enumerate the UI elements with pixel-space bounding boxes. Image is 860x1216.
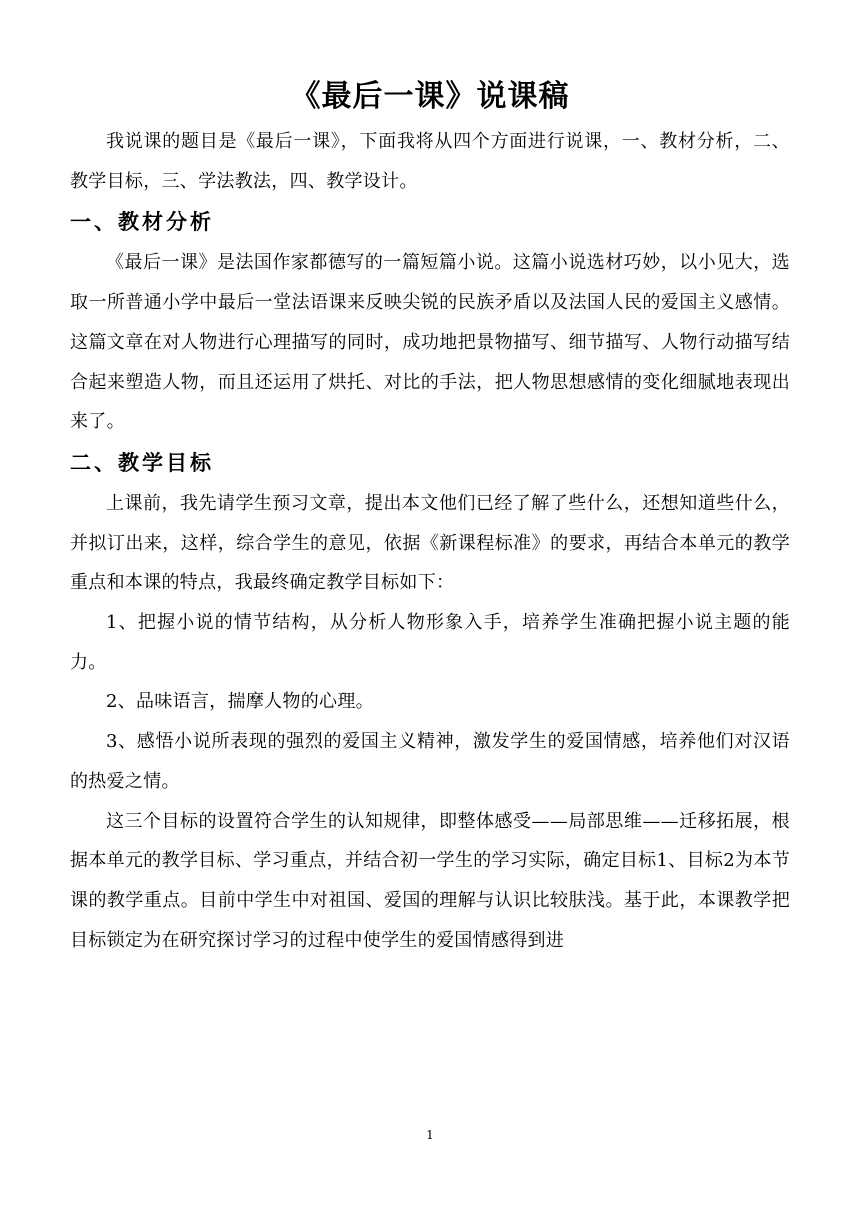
section-heading-textbook-analysis: 一、教材分析 [70, 210, 214, 235]
teaching-goals-paragraph-2: 这三个目标的设置符合学生的认知规律，即整体感受——局部思维——迁移拓展，根据本单元的教学目标、学习重点，并结合初一学生的学习实际，确定目标1、目标2为本节课的教学重点。目前中学生中对祖国、爱国的理解与认识比较肤浅。基于此，本课教学把目标锁定为在研究探讨学习的过程中使学生的爱国情感得到进 [70, 810, 790, 951]
teaching-goal-1: 1、把握小说的情节结构，从分析人物形象入手，培养学生准确把握小说主题的能力。 [70, 612, 790, 673]
document-title: 《最后一课》说课稿 [290, 79, 570, 114]
section-heading-teaching-goals: 二、教学目标 [70, 450, 214, 475]
teaching-goal-3: 3、感悟小说所表现的强烈的爱国主义精神，激发学生的爱国情感，培养他们对汉语的热爱之情。 [70, 731, 790, 792]
textbook-analysis-paragraph: 《最后一课》是法国作家都德写的一篇短篇小说。这篇小说选材巧妙，以小见大，选取一所普通小学中最后一堂法语课来反映尖锐的民族矛盾以及法国人民的爱国主义感情。这篇文章在对人物进行心理描写的同时，成功地把景物描写、细节描写、人物行动描写结合起来塑造人物，而且还运用了烘托、对比的手法，把人物思想感情的变化细腻地表现出来了。 [70, 252, 790, 433]
intro-paragraph: 我说课的题目是《最后一课》，下面我将从四个方面进行说课，一、教材分析，二、教学目标，三、学法教法，四、教学设计。 [70, 131, 790, 192]
page-number: 1 [426, 1128, 434, 1142]
teaching-goals-paragraph-1: 上课前，我先请学生预习文章，提出本文他们已经了解了些什么，还想知道些什么，并拟订出来，这样，综合学生的意见，依据《新课程标准》的要求，再结合本单元的教学重点和本课的特点，我最终确定教学目标如下： [70, 492, 790, 594]
teaching-goal-2: 2、品味语言，揣摩人物的心理。 [106, 691, 374, 713]
